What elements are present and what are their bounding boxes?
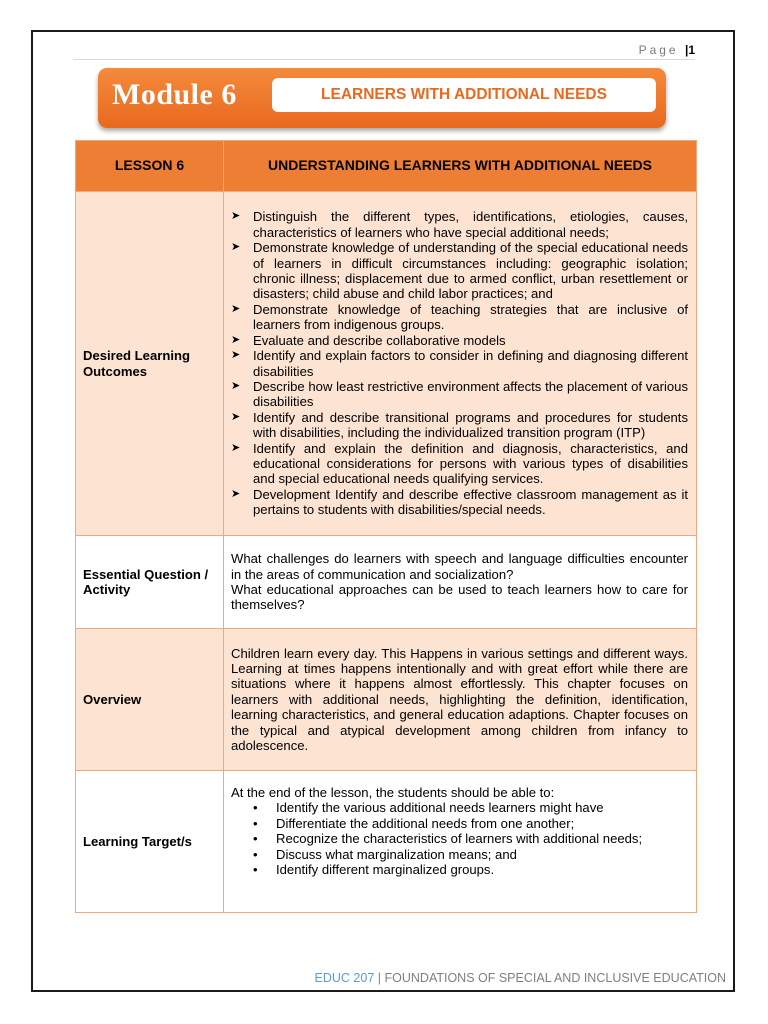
target-text: Differentiate the additional needs from one another; [276, 815, 575, 831]
outcomes-content [224, 192, 697, 536]
outcome-item [231, 410, 688, 441]
essential-label: Essential Question / Activity [76, 536, 224, 629]
bullet-icon: • [253, 815, 258, 831]
arrow-bullet-icon: ➤ [231, 349, 241, 362]
outcomes-list [231, 209, 688, 517]
outcome-text: Identify and describe transitional programs and procedures for students with disabilities, including the individualized transition program (ITP) [253, 409, 688, 441]
arrow-bullet-icon: ➤ [231, 302, 241, 315]
outcome-text: Evaluate and describe collaborative models [253, 332, 506, 348]
outcome-text: Identify and explain the definition and diagnosis, characteristics, and educational considerations for persons with various types of disabilities and special educational needs qualifying services. [253, 440, 688, 487]
target-item [231, 816, 688, 831]
target-item [231, 800, 688, 815]
targets-intro: At the end of the lesson, the students should be able to: [231, 785, 555, 800]
essential-row [76, 536, 697, 629]
targets-list [231, 800, 688, 877]
table-header-row [76, 141, 697, 192]
outcome-item [231, 348, 688, 379]
page-number [639, 43, 695, 57]
module-banner [98, 68, 666, 128]
outcomes-label: Desired Learning Outcomes [76, 192, 224, 536]
targets-label: Learning Target/s [76, 771, 224, 913]
essential-question-2: What educational approaches can be used to teach learners how to care for themselves? [231, 582, 688, 613]
outcome-item [231, 240, 688, 302]
outcome-item [231, 209, 688, 240]
outcome-text: Demonstrate knowledge of understanding of the special educational needs of learners in difficult circumstances including: geographic isolation; chronic illness; displacement due to armed conflict, urban resettlement or disasters; child abuse and child labor practices; and [253, 240, 688, 302]
footer [0, 971, 726, 985]
overview-label: Overview [76, 629, 224, 771]
outcome-item [231, 441, 688, 487]
arrow-bullet-icon: ➤ [231, 441, 241, 454]
essential-content [224, 536, 697, 629]
arrow-bullet-icon: ➤ [231, 333, 241, 346]
outcome-item [231, 302, 688, 333]
essential-question-1: What challenges do learners with speech and language difficulties encounter in the areas of communication and socialization? [231, 551, 688, 582]
target-item [231, 862, 688, 877]
outcome-text: Development Identify and describe effective classroom management as it pertains to students with disabilities/special needs. [253, 486, 688, 518]
overview-row [76, 629, 697, 771]
outcome-item [231, 379, 688, 410]
footer-title: FOUNDATIONS OF SPECIAL AND INCLUSIVE EDUCATION [384, 971, 726, 985]
arrow-bullet-icon: ➤ [231, 487, 241, 500]
module-title: Module 6 [112, 78, 237, 111]
arrow-bullet-icon: ➤ [231, 410, 241, 423]
target-text: Discuss what marginalization means; and [276, 846, 517, 862]
target-text: Identify the various additional needs learners might have [276, 800, 604, 816]
page-label: Page [638, 43, 679, 57]
page-separator: | [684, 43, 689, 57]
outcomes-row [76, 192, 697, 536]
footer-separator: | [377, 971, 382, 985]
arrow-bullet-icon: ➤ [231, 210, 241, 223]
targets-content [224, 771, 697, 913]
targets-row [76, 771, 697, 913]
header-rule [73, 59, 695, 60]
outcome-text: Distinguish the different types, identifications, etiologies, causes, characteristics of learners who have special additional needs; [253, 209, 688, 240]
page-number-value: 1 [688, 43, 695, 57]
target-item [231, 831, 688, 846]
arrow-bullet-icon: ➤ [231, 379, 241, 392]
target-item [231, 847, 688, 862]
arrow-bullet-icon: ➤ [231, 241, 241, 254]
bullet-icon: • [253, 831, 258, 847]
lesson-number: LESSON 6 [76, 141, 224, 192]
outcome-text: Identify and explain factors to consider in defining and diagnosing different disabilities [253, 348, 688, 379]
outcome-text: Describe how least restrictive environment affects the placement of various disabilities [253, 378, 688, 410]
lesson-table [75, 140, 697, 913]
bullet-icon: • [253, 800, 258, 816]
bullet-icon: • [253, 862, 258, 878]
overview-text: Children learn every day. This Happens in various settings and different ways. Learning at times happens intentionally and with great effort while there are situations where it happens almost effortlessly. This chapter focuses on learners with additional needs, highlighting the definition, identification, learning characteristics, and general education adaptions. Chapter focuses on the typical and atypical development among children from infancy to adolescence. [224, 629, 697, 771]
target-text: Identify different marginalized groups. [276, 862, 495, 878]
outcome-item [231, 487, 688, 518]
outcome-item [231, 333, 688, 348]
target-text: Recognize the characteristics of learners with additional needs; [276, 831, 643, 847]
bullet-icon: • [253, 846, 258, 862]
outcome-text: Demonstrate knowledge of teaching strategies that are inclusive of learners from indigenous groups. [253, 301, 688, 333]
module-subtitle: LEARNERS WITH ADDITIONAL NEEDS [272, 78, 656, 112]
lesson-title: UNDERSTANDING LEARNERS WITH ADDITIONAL NEEDS [224, 141, 697, 192]
footer-course: EDUC 207 [314, 971, 375, 985]
